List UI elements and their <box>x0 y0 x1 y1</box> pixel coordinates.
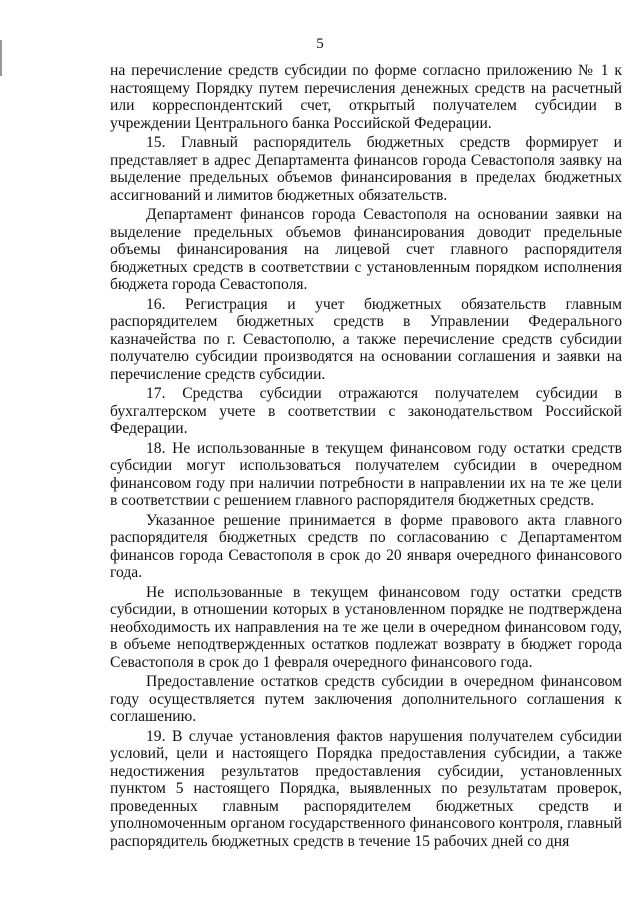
document-body <box>110 62 622 850</box>
paragraph-item-15-funding: Департамент финансов города Севастополя на основании заявки на выделение предельных объемов финансирования доводит предельные объемы финансирования на лицевой счет главного распорядителя бюджетных средств в соответствии с установленным порядком исполнения бюджета города Севастополя. <box>110 206 622 293</box>
paragraph-item-17: 17. Средства субсидии отражаются получателем субсидии в бухгалтерском учете в соответствии с законодательством Российской Федерации. <box>110 385 622 437</box>
paragraph-item-18-decision: Указанное решение принимается в форме правового акта главного распорядителя бюджетных средств по согласованию с Департаментом финансов города Севастополя в срок до 20 января очередного финансового года. <box>110 511 622 581</box>
paragraph-item-18: 18. Не использованные в текущем финансовом году остатки средств субсидии могут использоваться получателем субсидии в очередном финансовом году при наличии потребности в направлении их на те же цели в соответствии с решением главного распорядителя бюджетных средств. <box>110 439 622 509</box>
page-number: 5 <box>316 36 324 52</box>
paragraph-item-18-balances-provision: Предоставление остатков средств субсидии в очередном финансовом году осуществляется путем заключения дополнительного соглашения к соглашению. <box>110 673 622 725</box>
paragraph-item-16: 16. Регистрация и учет бюджетных обязательств главным распорядителем бюджетных средств в Управлении Федерального казначейства по г. Севастополю, а также перечисление средств субсидии получателю субсидии производятся на основании соглашения и заявки на перечисление средств субсидии. <box>110 295 622 383</box>
paragraph-item-15: 15. Главный распорядитель бюджетных средств формирует и представляет в адрес Департамента финансов города Севастополя заявку на выделение предельных объемов финансирования в пределах бюджетных ассигнований и лимитов бюджетных обязательств. <box>110 134 622 204</box>
paragraph-item-19: 19. В случае установления фактов нарушения получателем субсидии условий, цели и настоящего Порядка предоставления субсидии, а также недостижения результатов предоставления субсидии, установленных пунктом 5 настоящего Порядка, выявленных по результатам проверок, проведенных главным распорядителем бюджетных средств и уполномоченным органом государственного финансового контроля, главный распорядитель бюджетных средств в течение 15 рабочих дней со дня <box>110 727 622 850</box>
paragraph-continuation: на перечисление средств субсидии по форме согласно приложению № 1 к настоящему Порядку путем перечисления денежных средств на расчетный или корреспондентский счет, открытый получателем субсидии в учреждении Центрального банка Российской Федерации. <box>110 62 622 132</box>
paragraph-item-18-unused-balances: Не использованные в текущем финансовом году остатки средств субсидии, в отношении которых в установленном порядке не подтверждена необходимость их направления на те же цели в очередном финансовом году, в объеме неподтвержденных остатков подлежат возврату в бюджет города Севастополя в срок до 1 февраля очередного финансового года. <box>110 583 622 671</box>
